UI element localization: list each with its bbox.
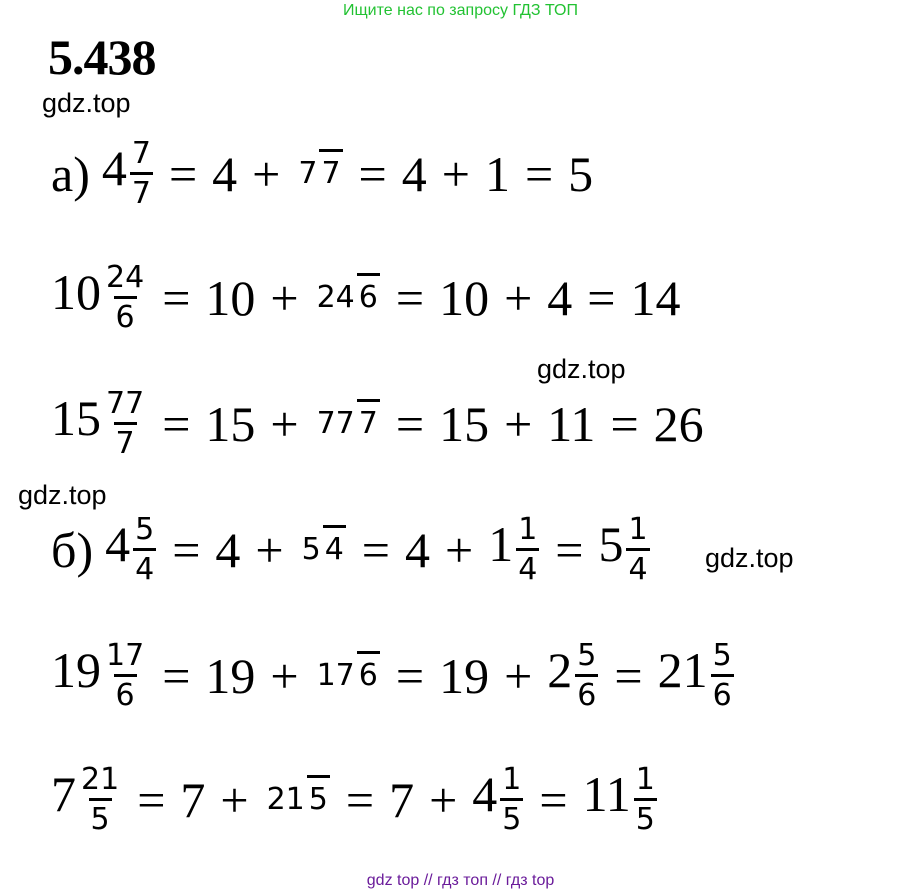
fraction-numerator: 17 [316,658,355,693]
operator: + [270,396,299,452]
number: 4 [215,522,241,578]
mixed-number [50,386,148,461]
part-label: а) [51,146,90,202]
fraction-numerator: 1 [635,762,655,797]
mixed-number [50,762,123,837]
mixed-number [582,762,659,837]
operator: + [429,772,458,828]
number: 15 [205,396,256,452]
mixed-number [50,638,148,713]
operator: = [524,146,554,202]
watermark: gdz.top [18,480,107,510]
operator: = [345,772,375,828]
fraction-numerator: 5 [577,638,597,673]
mixed-number [487,512,541,587]
number: 14 [630,270,681,326]
equation-line [50,628,736,724]
fraction-denominator: 5 [89,798,112,835]
fraction-numerator: 17 [106,638,145,673]
number: 4 [404,522,430,578]
part-label: б) [51,522,94,578]
fraction [104,260,146,335]
number: 7 [180,772,206,828]
operator: = [610,396,639,452]
operator: + [270,270,299,326]
fraction-numerator: 5 [712,638,732,673]
fraction-denominator: 5 [307,775,330,817]
mixed-whole: 1 [488,516,514,573]
number: 4 [547,270,573,326]
operator: = [614,648,643,704]
equation-line [50,250,681,346]
fraction-denominator: 4 [516,548,539,585]
operator: = [555,522,584,578]
number: 19 [205,648,256,704]
fraction-denominator: 4 [323,525,346,567]
fraction-denominator: 6 [357,651,380,693]
number: 26 [653,396,704,452]
fraction [104,638,146,713]
fraction [315,658,380,693]
operator: = [168,146,198,202]
mixed-number [101,136,155,211]
operator: = [395,396,425,452]
operator: = [358,146,387,202]
operator: = [539,772,568,828]
operator: + [220,772,249,828]
search-banner: Ищите нас по запросу ГДЗ ТОП [343,2,578,19]
operator: = [162,396,191,452]
fraction [265,782,330,817]
mixed-whole: 2 [547,642,573,699]
operator: = [162,270,191,326]
fraction-denominator: 4 [626,548,649,585]
number: 15 [439,396,490,452]
fraction-numerator: 77 [316,406,355,441]
fraction-denominator: 4 [133,548,156,585]
fraction-denominator: 6 [711,674,734,711]
fraction-numerator: 7 [298,156,318,191]
equation-line [50,376,705,472]
fraction-denominator: 6 [357,273,380,315]
operator: = [587,270,616,326]
number: 11 [547,396,596,452]
operator: = [395,270,425,326]
mixed-whole: 4 [101,140,127,197]
mixed-whole: 7 [51,766,76,823]
operator: + [255,522,284,578]
fraction-denominator: 7 [114,422,137,459]
fraction [500,762,523,837]
fraction [300,532,346,567]
fraction-denominator: 6 [114,296,137,333]
fraction-denominator: 7 [319,149,342,191]
equation-line [50,126,594,222]
fraction [79,762,121,837]
fraction [634,762,657,837]
fraction-denominator: 6 [575,674,598,711]
mixed-whole: 4 [105,516,131,573]
operator: + [252,146,281,202]
operator: + [504,396,533,452]
fraction [711,638,734,713]
fraction-denominator: 7 [130,172,153,209]
fraction [296,156,342,191]
number: 19 [439,648,490,704]
fraction-denominator: 5 [500,798,523,835]
problem-number: 5.438 [48,29,156,85]
fraction-denominator: 5 [634,798,657,835]
equation-line [50,752,659,848]
number: 10 [439,270,490,326]
operator: + [444,522,474,578]
fraction-numerator: 7 [131,136,151,171]
mixed-whole: 4 [472,766,498,823]
fraction-numerator: 77 [106,386,145,421]
operator: + [504,270,533,326]
fraction-numerator: 5 [301,532,321,567]
fraction-denominator: 6 [114,674,137,711]
fraction [315,280,380,315]
watermark: gdz.top [705,543,794,573]
number: 4 [401,146,427,202]
equation-line [50,502,652,598]
operator: = [162,648,191,704]
mixed-number [546,638,600,713]
fraction [315,406,380,441]
fraction-numerator: 24 [316,280,355,315]
mixed-whole: 11 [582,766,631,823]
mixed-whole: 5 [598,516,624,573]
fraction [626,512,649,587]
fraction-numerator: 24 [106,260,145,295]
fraction-denominator: 7 [357,399,380,441]
fraction-numerator: 1 [502,762,522,797]
mixed-whole: 15 [51,390,101,447]
operator: = [172,522,201,578]
fraction [104,386,146,461]
mixed-number [597,512,651,587]
operator: + [504,648,533,704]
operator: = [137,772,166,828]
operator: = [395,648,425,704]
operator: = [361,522,390,578]
operator: + [441,146,470,202]
fraction [133,512,156,587]
fraction [516,512,539,587]
operator: + [270,648,299,704]
fraction-numerator: 5 [135,512,155,547]
number: 10 [205,270,256,326]
fraction-numerator: 1 [518,512,538,547]
number: 5 [568,146,594,202]
watermark: gdz.top [42,88,131,118]
mixed-whole: 19 [51,642,101,699]
mixed-whole: 10 [51,264,101,321]
fraction-numerator: 21 [266,782,305,817]
fraction-numerator: 1 [628,512,648,547]
mixed-whole: 21 [657,642,708,699]
mixed-number [50,260,148,335]
number: 1 [484,146,510,202]
mixed-number [104,512,158,587]
mixed-number [471,762,525,837]
fraction [575,638,598,713]
fraction-numerator: 21 [81,762,120,797]
number: 7 [389,772,415,828]
fraction [130,136,153,211]
watermark: gdz.top [537,354,626,384]
number: 4 [212,146,238,202]
mixed-number [657,638,736,713]
footer-watermark: gdz top // гдз топ // гдз top [366,872,555,889]
